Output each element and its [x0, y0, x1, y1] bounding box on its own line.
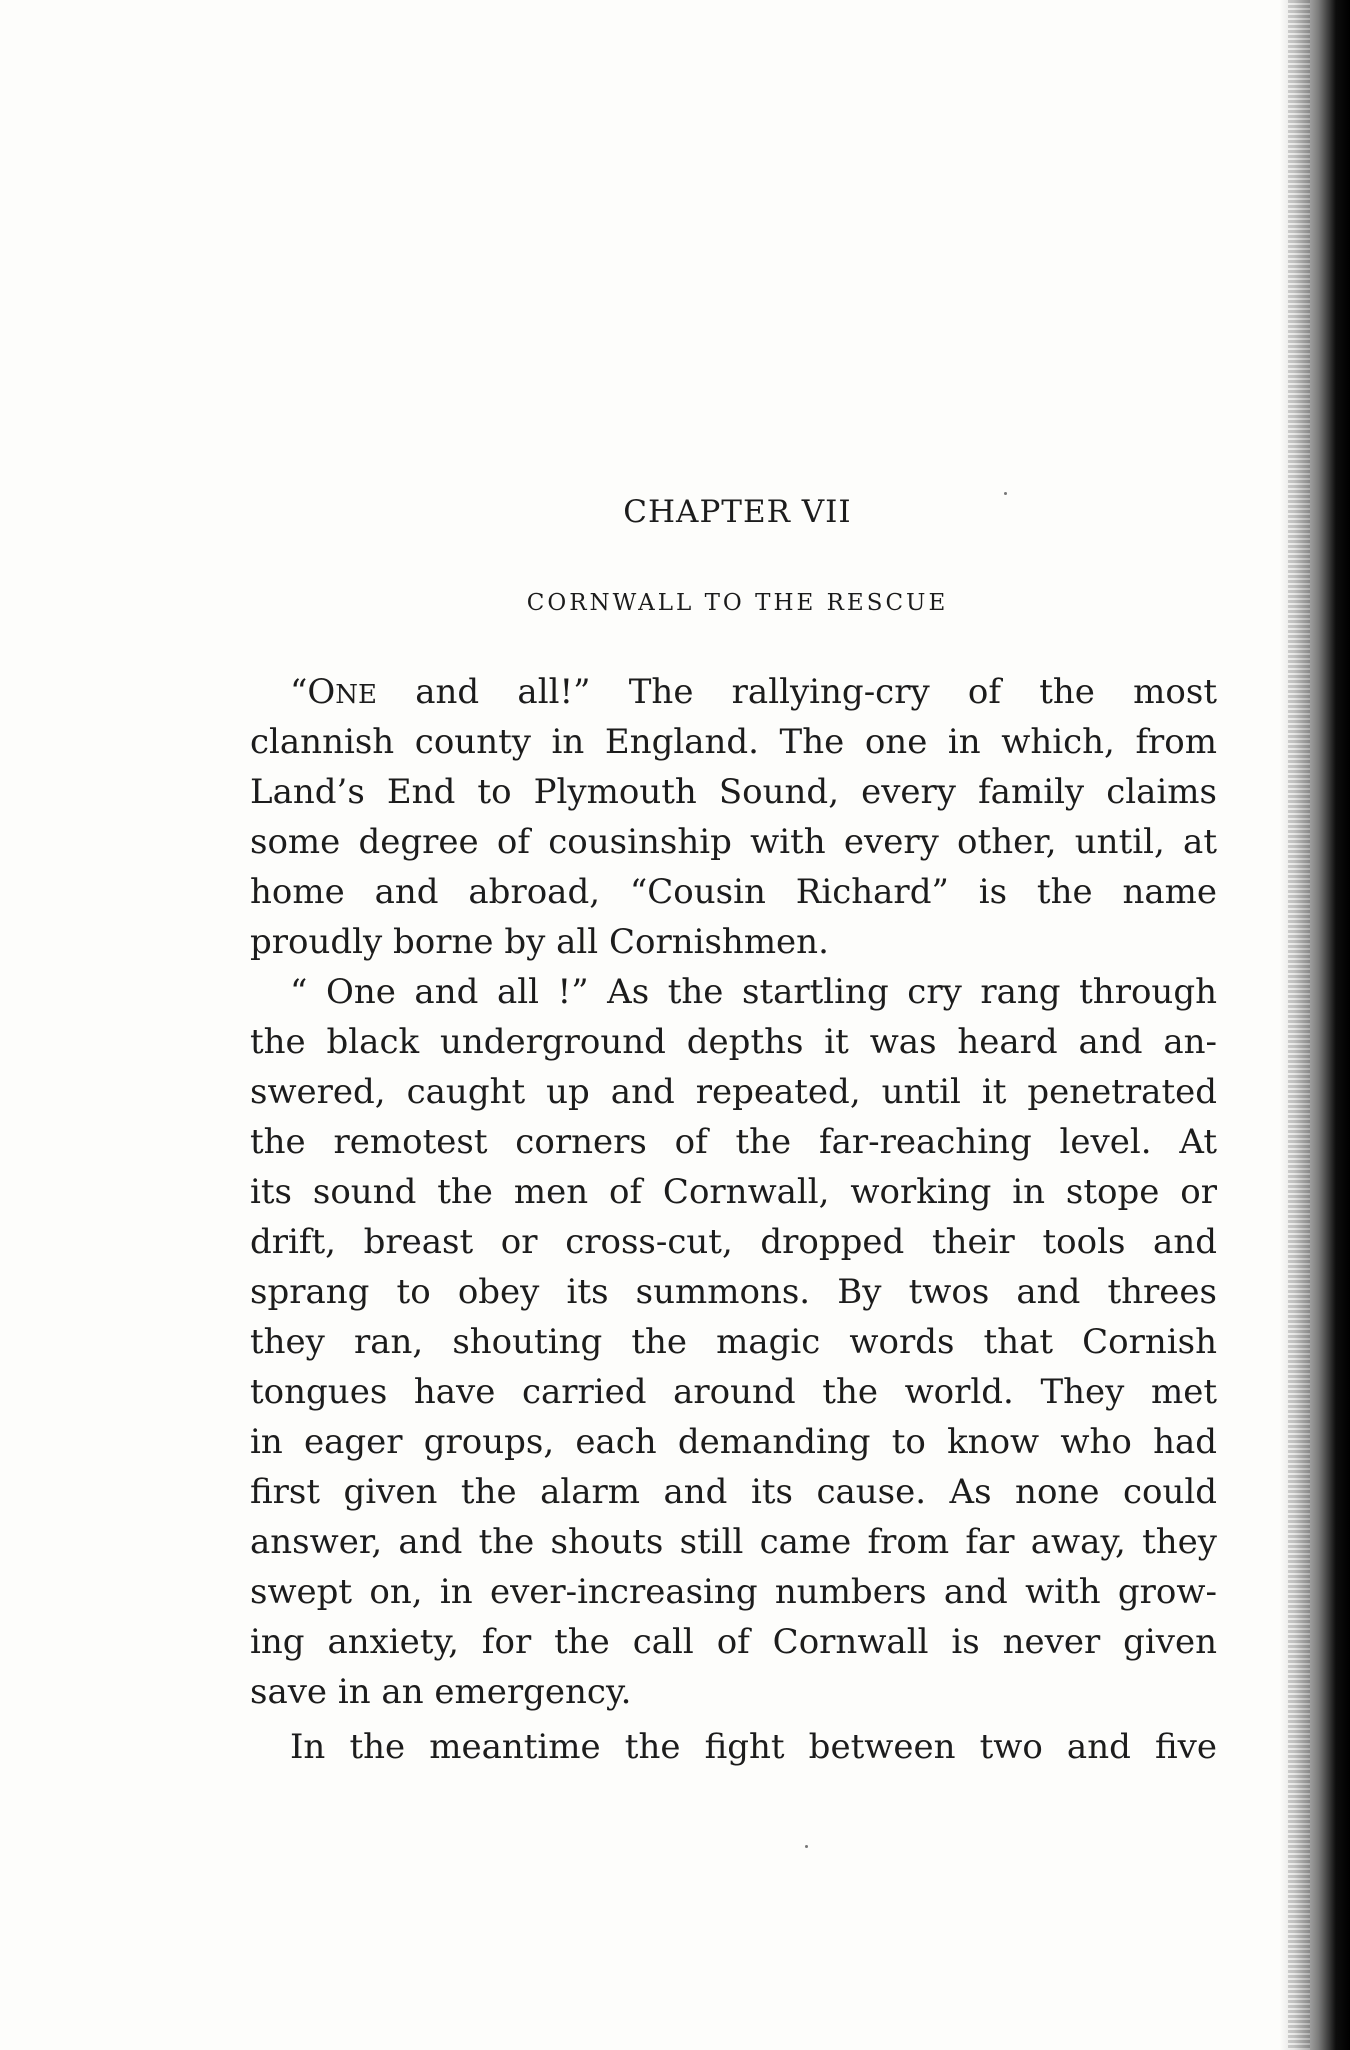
text-line: ing anxiety, for the call of Cornwall is never given	[250, 1622, 1217, 1662]
text-line: In the meantime the fight between two and five	[290, 1727, 1217, 1767]
text-line: they ran, shouting the magic words that Cornish	[250, 1322, 1217, 1362]
text-line: “ One and all !” As the startling cry rang through	[290, 972, 1217, 1012]
text-line: swept on, in ever-increasing numbers and with grow-	[250, 1572, 1217, 1612]
text-line: drift, breast or cross-cut, dropped their tools and	[250, 1222, 1217, 1262]
print-speck	[1004, 492, 1007, 495]
text-line: in eager groups, each demanding to know who had	[250, 1422, 1217, 1462]
print-speck	[805, 1845, 808, 1848]
text-line: the remotest corners of the far-reaching level. At	[250, 1122, 1217, 1162]
text-line: Land’s End to Plymouth Sound, every family claims	[250, 772, 1217, 812]
text-line: its sound the men of Cornwall, working in stope or	[250, 1172, 1217, 1212]
text-line: sprang to obey its summons. By twos and threes	[250, 1272, 1217, 1312]
text-line: first given the alarm and its cause. As none could	[250, 1472, 1217, 1512]
text-line	[290, 672, 1217, 712]
text-line: some degree of cousinship with every other, until, at	[250, 822, 1217, 862]
text-line: home and abroad, “Cousin Richard” is the name	[250, 872, 1217, 912]
chapter-subtitle: CORNWALL TO THE RESCUE	[526, 590, 949, 616]
text-line: swered, caught up and repeated, until it penetrated	[250, 1072, 1217, 1112]
chapter-title: CHAPTER VII	[623, 494, 852, 530]
opening-letter: “O	[290, 672, 336, 712]
text-line: save in an emergency.	[250, 1672, 632, 1712]
line-rest: and all!” The rallying-cry of the most	[377, 672, 1217, 712]
smallcaps-word: NE	[335, 680, 377, 710]
page-edge-texture	[1288, 0, 1310, 2050]
text-line: tongues have carried around the world. They met	[250, 1372, 1217, 1412]
text-line: answer, and the shouts still came from far away, they	[250, 1522, 1217, 1562]
text-line: clannish county in England. The one in which, from	[250, 722, 1217, 762]
text-line: proudly borne by all Cornishmen.	[250, 922, 829, 962]
text-line: the black underground depths it was heard and an-	[250, 1022, 1217, 1062]
